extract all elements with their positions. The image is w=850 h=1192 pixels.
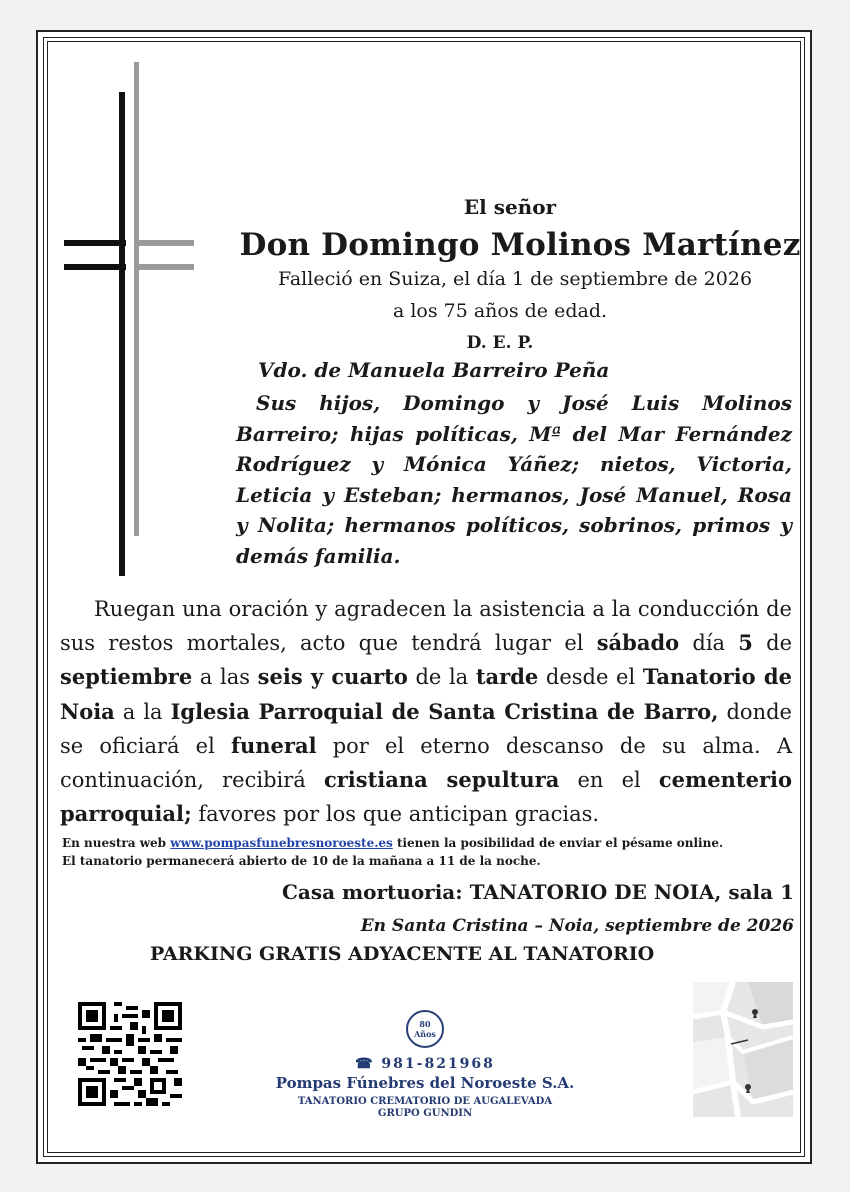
phone-line[interactable]: ☎ 981-821968 [355,1056,495,1072]
company-name: Pompas Fúnebres del Noroeste S.A. [275,1074,575,1092]
qr-code-icon[interactable] [78,1002,182,1106]
death-line: Falleció en Suiza, el día 1 de septiembre de 2026 [277,268,753,290]
place-date: En Santa Cristina – Noia, septiembre de 2026 [360,916,794,936]
website-link[interactable]: www.pompasfunebresnoroeste.es [170,836,393,850]
company-subtitle: TANATORIO CREMATORIO DE AUGALEVADA [297,1096,553,1107]
age-line: a los 75 años de edad. [392,300,608,322]
main-paragraph: Ruegan una oración y agradecen la asistencia a la conducción de sus restos mortales, acto que tendrá lugar el sábado día 5 de septiembre a las seis y cuarto de la tarde desde el Tanatorio de Noia a la Iglesia Parroquial de Santa Cristina de Barro, donde se oficiará el funeral por el eterno descanso de su alma. A continuación, recibirá cristiana sepultura en el cementerio parroquial; favores por los que anticipan gracias. [60,597,793,827]
intro-text: El señor [463,195,557,219]
anniversary-badge: 80 Años [406,1010,444,1048]
deceased-name: Don Domingo Molinos Martínez [239,227,801,263]
phone-icon: ☎ [355,1056,375,1072]
family-paragraph: Sus hijos, Domingo y José Luis Molinos Barreiro; hijas políticas, Mª del Mar Fernández Rodríguez y Mónica Yáñez; nietos, Victoria, Leticia y Esteban; hermanos, José Manuel, Rosa y Nolita; hermanos políticos, sobrinos, primos y demás familia. [236,391,792,568]
hours-line: El tanatorio permanecerá abierto de 10 de la mañana a 11 de la noche. [62,854,541,868]
company-group: GRUPO GUNDIN [377,1108,473,1119]
web-info: En nuestra web www.pompasfunebresnoroeste.es tienen la posibilidad de enviar el pésame online. El tanatorio permanecerá abierto de 10 de la mañana a 11 de la noche. [62,834,802,870]
casa-mortuoria: Casa mortuoria: TANATORIO DE NOIA, sala 1 [281,880,794,904]
map-icon[interactable] [693,982,793,1117]
dep-text: D. E. P. [466,333,534,353]
widower-line: Vdo. de Manuela Barreiro Peña [258,358,610,382]
parking-notice: PARKING GRATIS ADYACENTE AL TANATORIO [150,943,655,965]
company-block [270,1010,580,1119]
